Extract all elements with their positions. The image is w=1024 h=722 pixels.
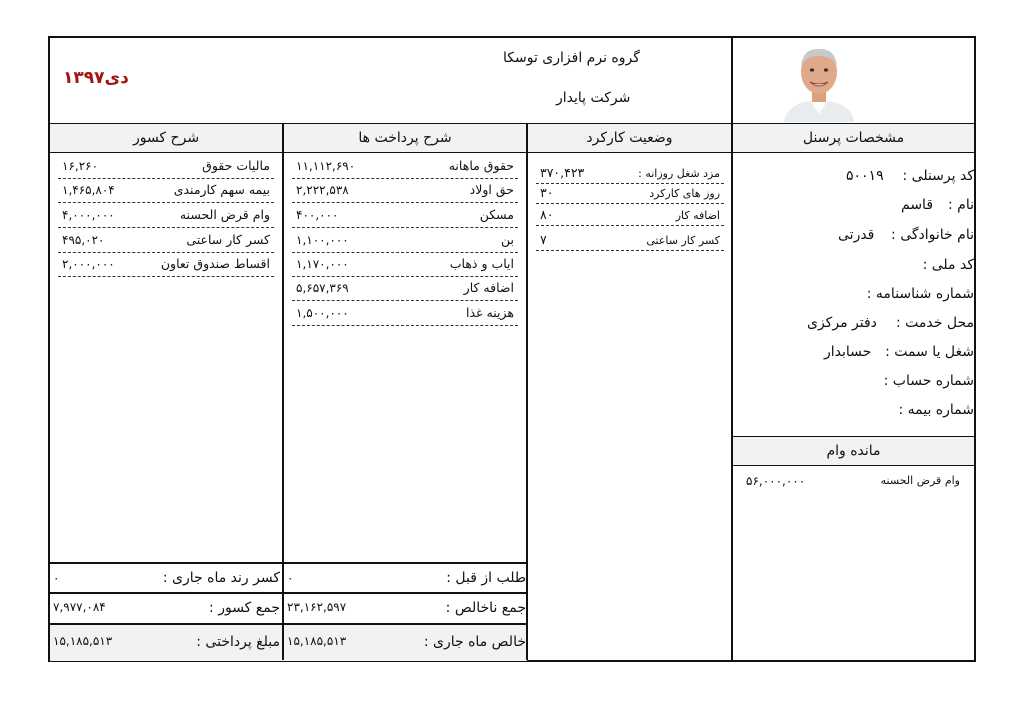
divider-summary-2: [50, 592, 528, 594]
deduction-value: ۴,۰۰۰,۰۰۰: [62, 208, 115, 222]
list-item: [292, 302, 518, 326]
list-item: [536, 184, 724, 204]
field-label: کد ملی :: [922, 257, 974, 273]
field-label: شغل یا سمت :: [885, 344, 974, 360]
period-label: دی۱۳۹۷: [63, 68, 129, 88]
payment-label: مسکن: [479, 207, 514, 222]
deduction-label: وام قرض الحسنه: [179, 207, 270, 222]
work-label: اضافه کار: [675, 209, 720, 222]
payment-value: ۵,۶۵۷,۳۶۹: [296, 281, 349, 295]
field-label: شماره حساب :: [883, 373, 974, 389]
work-value: ۳۷۰,۴۲۳: [540, 165, 585, 180]
gross-label: جمع ناخالص :: [445, 600, 526, 616]
field-label: شماره بیمه :: [898, 402, 974, 418]
divider-pay-col: [282, 123, 284, 660]
work-value: ۸۰: [540, 207, 554, 222]
divider-summary-1: [50, 562, 528, 564]
round-value: ۰: [53, 571, 60, 585]
field-value: قدرتی: [838, 227, 875, 243]
payment-value: ۱,۱۰۰,۰۰۰: [296, 233, 349, 247]
payment-value: ۱۱,۱۱۲,۶۹۰: [296, 159, 356, 173]
deduction-label: مالیات حقوق: [202, 158, 270, 173]
field-value: دفتر مرکزی: [807, 315, 877, 331]
net-label: خالص ماه جاری :: [423, 634, 526, 650]
list-item: [292, 229, 518, 253]
list-item: [292, 277, 518, 301]
deduction-label: اقساط صندوق تعاون: [160, 256, 270, 271]
gross-value: ۲۳,۱۶۲,۵۹۷: [287, 600, 347, 614]
list-item: [536, 231, 724, 251]
work-value: ۳۰: [540, 185, 554, 200]
total-deductions-value: ۷,۹۷۷,۰۸۴: [53, 600, 106, 614]
list-item: [292, 155, 518, 179]
total-deductions-label: جمع کسور :: [209, 600, 280, 616]
list-item: [58, 179, 274, 203]
deduction-label: بیمه سهم کارمندی: [173, 182, 270, 197]
divider-summary-3: [50, 623, 528, 625]
payable-label: مبلغ پرداختی :: [196, 634, 280, 650]
list-item: [536, 164, 724, 184]
net-value: ۱۵,۱۸۵,۵۱۳: [287, 634, 347, 648]
divider-work-col: [526, 123, 528, 660]
prev-credit-value: ۰: [287, 571, 294, 585]
section-title-loans: مانده وام: [733, 437, 974, 465]
payment-label: حقوق ماهانه: [448, 158, 514, 173]
list-item: [292, 179, 518, 203]
list-item: [58, 155, 274, 179]
payment-value: ۱,۱۷۰,۰۰۰: [296, 257, 349, 271]
field-label: نام :: [948, 197, 974, 213]
company-group-name: گروه نرم افزاری توسکا: [503, 50, 640, 66]
work-label: روز های کارکرد: [649, 187, 720, 200]
list-item: [536, 206, 724, 226]
payment-label: هزینه غذا: [466, 305, 514, 320]
deduction-value: ۱,۴۶۵,۸۰۴: [62, 183, 115, 197]
deduction-label: کسر کار ساعتی: [186, 232, 270, 247]
company-name: شرکت پایدار: [556, 90, 631, 106]
list-item: [58, 253, 274, 277]
field-value: حسابدار: [824, 344, 872, 360]
payment-value: ۲,۲۲۲,۵۳۸: [296, 183, 349, 197]
work-label: مزد شغل روزانه :: [638, 167, 720, 180]
payment-label: حق اولاد: [469, 182, 514, 197]
deduction-value: ۴۹۵,۰۲۰: [62, 233, 105, 247]
field-label: کد پرسنلی :: [902, 168, 974, 184]
list-item: [292, 204, 518, 228]
section-title-work: وضعیت کارکرد: [528, 124, 731, 152]
section-title-payments: شرح پرداخت ها: [284, 124, 526, 152]
field-label: شماره شناسنامه :: [866, 286, 974, 302]
payment-label: ایاب و ذهاب: [449, 256, 514, 271]
payment-value: ۱,۵۰۰,۰۰۰: [296, 306, 349, 320]
field-label: نام خانوادگی :: [891, 227, 974, 243]
list-item: [292, 253, 518, 277]
payment-label: بن: [501, 232, 514, 247]
prev-credit-label: طلب از قبل :: [446, 570, 526, 586]
loan-value: ۵۶,۰۰۰,۰۰۰: [746, 474, 806, 488]
field-label: محل خدمت :: [895, 315, 974, 331]
payment-label: اضافه کار: [463, 280, 514, 295]
payment-value: ۴۰۰,۰۰۰: [296, 208, 339, 222]
section-title-deductions: شرح کسور: [50, 124, 282, 152]
loan-label: وام قرض الحسنه: [880, 474, 960, 487]
deduction-value: ۱۶,۲۶۰: [62, 159, 99, 173]
field-value: ۵۰۰۱۹: [846, 168, 884, 184]
avatar: [774, 44, 864, 122]
payable-value: ۱۵,۱۸۵,۵۱۳: [53, 634, 113, 648]
round-label: کسر رند ماه جاری :: [162, 570, 280, 586]
work-label: کسر کار ساعتی: [646, 234, 720, 247]
field-value: قاسم: [901, 197, 934, 213]
deduction-value: ۲,۰۰۰,۰۰۰: [62, 257, 115, 271]
work-value: ۷: [540, 232, 547, 247]
list-item: [58, 204, 274, 228]
list-item: [58, 229, 274, 253]
section-title-personnel: مشخصات پرسنل: [733, 124, 974, 152]
